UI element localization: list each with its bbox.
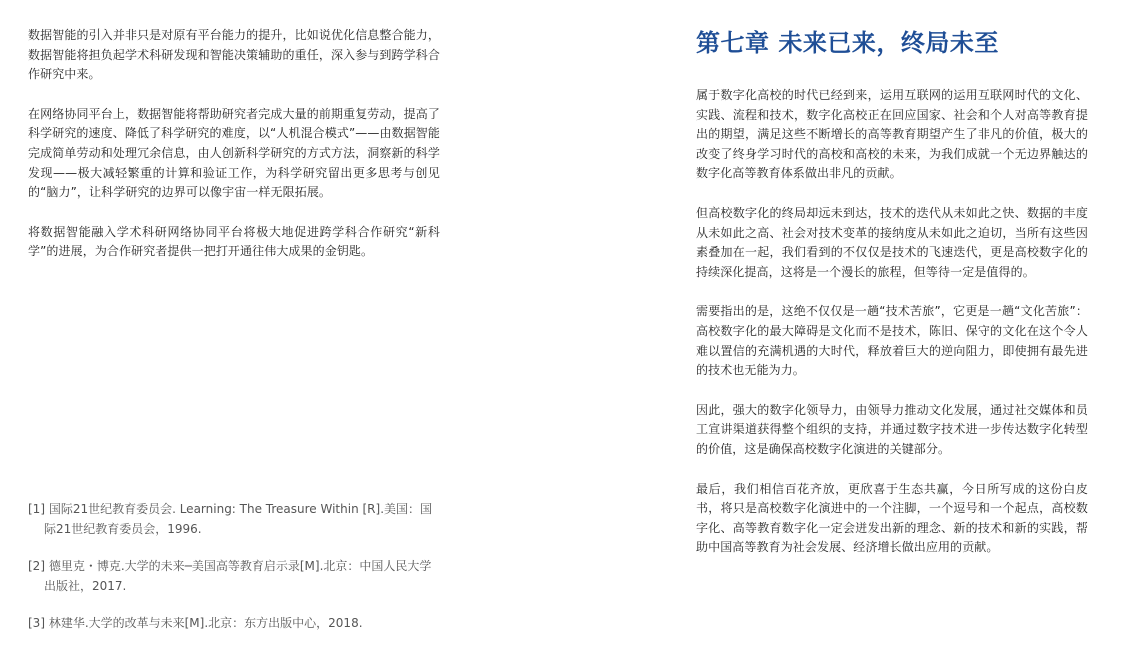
left-paragraph-1: 数据智能的引入并非只是对原有平台能力的提升，比如说优化信息整合能力，数据智能将担负起学术科研发现和智能决策辅助的重任，深入参与到跨学科合作研究中来。 — [28, 28, 440, 82]
right-page — [696, 26, 1088, 558]
references-list — [28, 500, 440, 634]
right-paragraph-1: 属于数字化高校的时代已经到来，运用互联网的运用互联网时代的文化、实践、流程和技术，数字化高校正在回应国家、社会和个人对高等教育提出的期望，满足这些不断增长的高等教育期望产生了非凡的价值，极大的改变了终身学习时代的高校和高校的未来，为我们成就一个无边界触达的数字化高等教育体系做出非凡的贡献。 — [696, 88, 1088, 181]
chapter-title: 第七章 未来已来，终局未至 — [696, 29, 999, 57]
reference-item-2: [2] 德里克・博克.大学的未来─美国高等教育启示录[M].北京：中国人民大学出版社，2017. — [28, 559, 432, 593]
left-paragraph-2: 在网络协同平台上，数据智能将帮助研究者完成大量的前期重复劳动，提高了科学研究的速度、降低了科学研究的难度，以“人机混合模式”——由数据智能完成简单劳动和处理冗余信息，由人创新科学研究的方式方法，洞察新的科学发现——极大减轻繁重的计算和验证工作，为科学研究留出更多思考与创见的“脑力”，让科学研究的边界可以像宇宙一样无限拓展。 — [28, 106, 440, 200]
left-paragraph-3: 将数据智能融入学术科研网络协同平台将极大地促进跨学科合作研究“新科学”的进展，为合作研究者提供一把打开通往伟大成果的金钥匙。 — [28, 224, 440, 259]
right-paragraph-3: 需要指出的是，这绝不仅仅是一趟“技术苦旅”，它更是一趟“文化苦旅”：高校数字化的最大障碍是文化而不是技术，陈旧、保守的文化在这个令人难以置信的充满机遇的大时代，释放着巨大的逆向阻力，即使拥有最先进的技术也无能为力。 — [696, 304, 1088, 378]
reference-item-3: [3] 林建华.大学的改革与未来[M].北京：东方出版中心，2018. — [28, 616, 363, 631]
right-paragraph-4: 因此，强大的数字化领导力，由领导力推动文化发展，通过社交媒体和员工宣讲渠道获得整个组织的支持，并通过数字技术进一步传达数字化转型的价值，这是确保高校数字化演进的关键部分。 — [696, 402, 1088, 456]
reference-item-1: [1] 国际21世纪教育委员会. Learning: The Treasure Within [R].美国：国际21世纪教育委员会，1996. — [28, 502, 433, 536]
right-paragraph-2: 但高校数字化的终局却远未到达，技术的迭代从未如此之快、数据的丰度从未如此之高、社会对技术变革的接纳度从未如此之迫切，当所有这些因素叠加在一起，我们看到的不仅仅是技术的飞速迭代，更是高校数字化的持续深化提高，这将是一个漫长的旅程，但等待一定是值得的。 — [696, 205, 1088, 279]
right-paragraph-5: 最后，我们相信百花齐放，更欣喜于生态共赢，今日所写成的这份白皮书，将只是高校数字化演进中的一个注脚，一个逗号和一个起点，高校数字化、高等教育数字化一定会迸发出新的理念、新的技术和新的实践，帮助中国高等教育为社会发展、经济增长做出应用的贡献。 — [696, 481, 1088, 555]
left-page — [28, 26, 440, 262]
